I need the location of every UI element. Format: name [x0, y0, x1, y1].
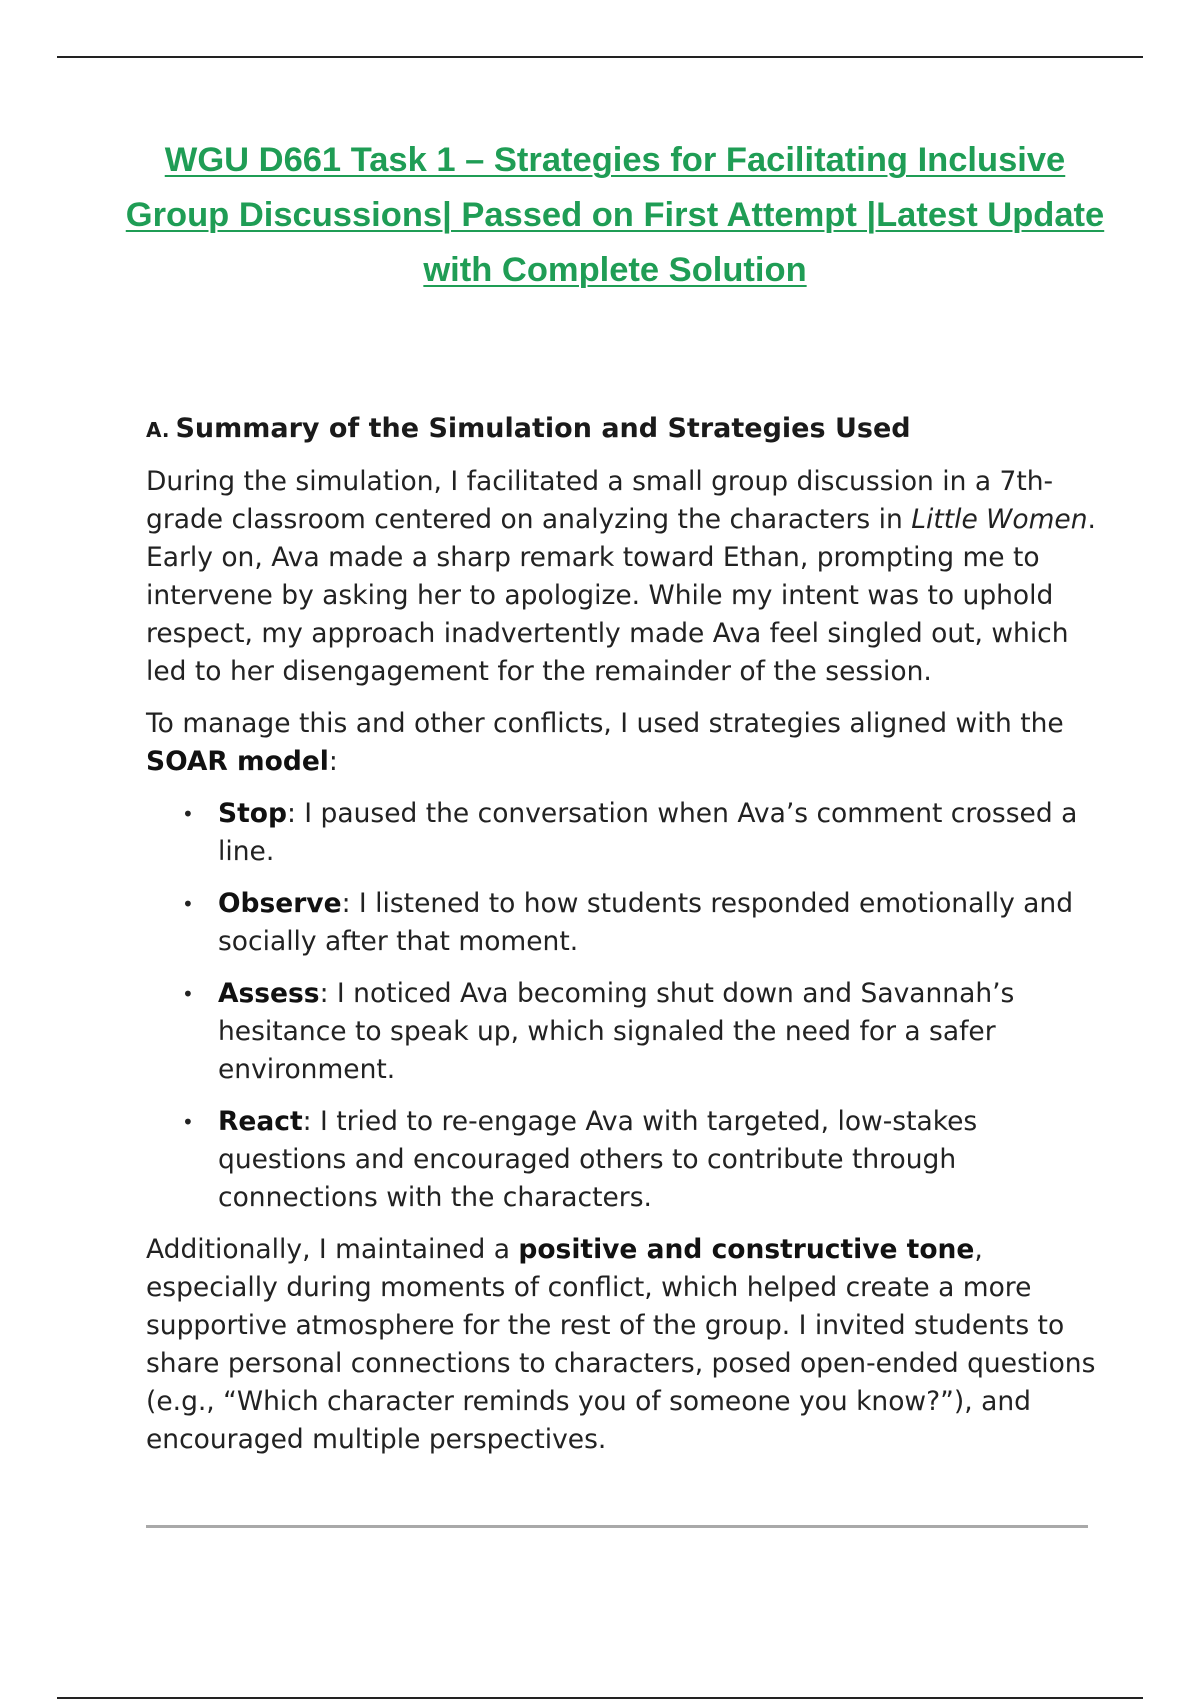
soar-description: : I noticed Ava becoming shut down and Savannah’s hesitance to speak up, which signaled the need for a safer environment. — [218, 978, 1015, 1085]
book-title: Little Women — [911, 504, 1088, 535]
summary-text-start: During the simulation, I facilitated a small group discussion in a 7th-grade classroom centered on analyzing the characters in — [146, 466, 1054, 535]
bullet-icon: • — [182, 1110, 194, 1134]
section-letter: A. — [146, 418, 170, 442]
soar-list — [146, 795, 1096, 1217]
strategies-intro-text: To manage this and other conflicts, I used strategies aligned with the — [146, 708, 1064, 739]
bullet-icon: • — [182, 802, 194, 826]
section-a — [146, 410, 1096, 1473]
section-heading — [146, 410, 1096, 449]
tone-term: positive and constructive tone — [518, 1234, 975, 1265]
bullet-icon: • — [182, 982, 194, 1006]
list-item — [146, 1103, 1096, 1217]
section-divider — [146, 1525, 1088, 1528]
list-item — [146, 885, 1096, 961]
strategies-intro-colon: : — [328, 746, 338, 777]
soar-model-term: SOAR model — [146, 746, 329, 777]
section-heading-text: Summary of the Simulation and Strategies Used — [175, 413, 911, 444]
bottom-rule — [57, 1697, 1143, 1699]
list-item — [146, 795, 1096, 871]
soar-term: Stop — [218, 798, 287, 829]
top-rule — [57, 56, 1143, 58]
soar-term: React — [218, 1106, 303, 1137]
tone-text-start: Additionally, I maintained a — [146, 1234, 519, 1265]
soar-term: Assess — [218, 978, 320, 1009]
tone-paragraph — [146, 1231, 1096, 1459]
bullet-icon: • — [182, 892, 194, 916]
soar-description: : I listened to how students responded emotionally and socially after that moment. — [218, 888, 1074, 957]
document-title: WGU D661 Task 1 – Strategies for Facilitating Inclusive Group Discussions| Passed on First Attempt |Latest Update with Complete Solution — [125, 141, 1105, 289]
summary-text-end: . Early on, Ava made a sharp remark toward Ethan, prompting me to intervene by asking her to apologize. While my intent was to uphold respect, my approach inadvertently made Ava feel singled out, which led to her disengagement for the remainder of the session. — [146, 504, 1096, 687]
strategies-intro-paragraph — [146, 705, 1096, 781]
list-item — [146, 975, 1096, 1089]
soar-description: : I tried to re-engage Ava with targeted, low-stakes questions and encouraged others to contribute through connections with the characters. — [218, 1106, 978, 1213]
summary-paragraph — [146, 463, 1096, 691]
soar-term: Observe — [218, 888, 342, 919]
tone-text-end: , especially during moments of conflict, which helped create a more supportive atmosphere for the rest of the group. I invited students to share personal connections to characters, posed open-ended questions (e.g., “Which character reminds you of someone you know?”), and encouraged multiple perspectives. — [146, 1234, 1096, 1455]
soar-description: : I paused the conversation when Ava’s comment crossed a line. — [218, 798, 1078, 867]
